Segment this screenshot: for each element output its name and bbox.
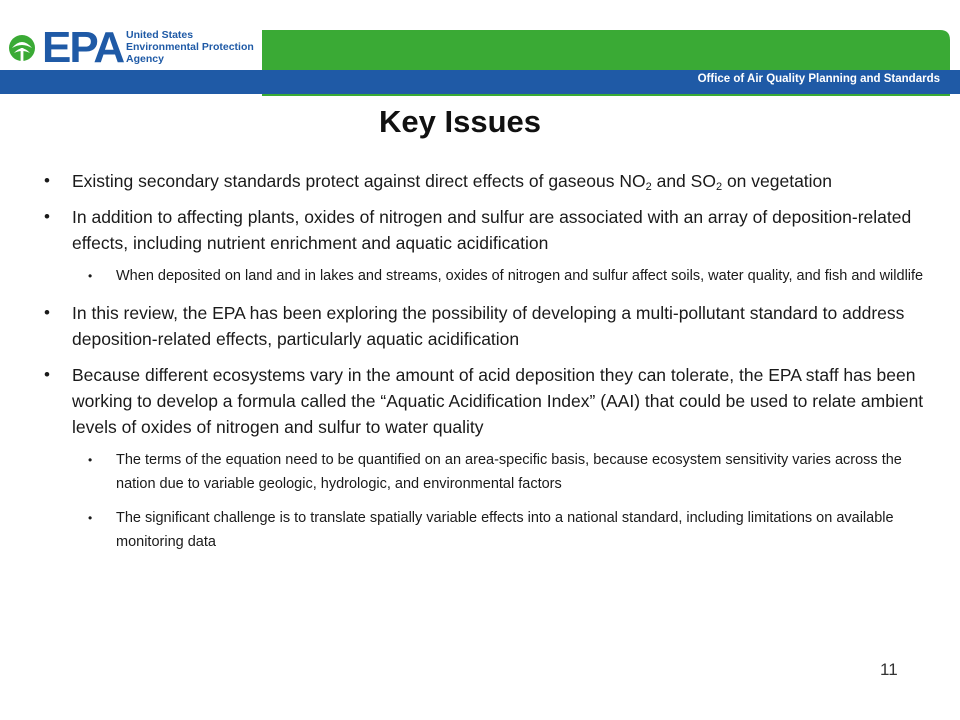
agency-line-3: Agency: [126, 53, 164, 65]
bullet-item: [30, 362, 940, 440]
bullet-text: Existing secondary standards protect against direct effects of gaseous NO: [72, 171, 646, 191]
sub-bullet-text: The terms of the equation need to be quantified on an area-specific basis, because ecosystem sensitivity varies across the nation due to variable geologic, hydrologic, and environmental factors: [116, 452, 902, 492]
subscript: 2: [645, 181, 652, 193]
office-name: Office of Air Quality Planning and Standards: [697, 73, 940, 85]
bullet-icon: •: [44, 171, 50, 190]
subscript: 2: [715, 181, 723, 193]
header-banner: [0, 0, 960, 96]
epa-logo: [8, 23, 258, 72]
bullet-item: [30, 300, 940, 352]
slide-title: Key Issues: [379, 104, 541, 139]
bullet-text: on vegetation: [722, 171, 833, 191]
bullet-list: [30, 168, 940, 566]
bullet-icon: •: [88, 511, 93, 525]
epa-letters: EPA: [42, 23, 124, 72]
bullet-text: Because different ecosystems vary in the amount of acid deposition they can tolerate, the EPA staff has been working to develop a formula called the “Aquatic Acidification Index” (AAI) that could be used to relate ambient levels of oxides of nitrogen and sulfur to water quality: [72, 365, 924, 437]
bullet-text: and SO: [651, 171, 716, 191]
bullet-icon: •: [44, 303, 50, 322]
page-number: 11: [880, 660, 898, 679]
sub-bullet-item: [30, 264, 940, 288]
bullet-text: In this review, the EPA has been exploring the possibility of developing a multi-pollutant standard to address deposition-related effects, particularly aquatic acidification: [72, 303, 905, 349]
bullet-icon: •: [44, 365, 50, 384]
bullet-item: [30, 204, 940, 256]
bullet-icon: •: [88, 453, 93, 467]
bullet-text: In addition to affecting plants, oxides of nitrogen and sulfur are associated with an array of deposition-related effects, including nutrient enrichment and aquatic acidification: [72, 207, 912, 253]
bullet-icon: •: [88, 269, 93, 283]
sub-bullet-item: [30, 506, 940, 554]
agency-line-1: United States: [126, 29, 194, 41]
bullet-item: [30, 168, 940, 194]
sub-bullet-text: The significant challenge is to translate spatially variable effects into a national standard, including limitations on available monitoring data: [116, 510, 894, 550]
sub-bullet-text: When deposited on land and in lakes and streams, oxides of nitrogen and sulfur affect soils, water quality, and fish and wildlife: [116, 268, 924, 284]
sub-bullet-item: [30, 448, 940, 496]
epa-flower-icon: [8, 32, 36, 64]
agency-line-2: Environmental Protection: [126, 41, 254, 53]
agency-name: [126, 29, 254, 65]
bullet-icon: •: [44, 207, 50, 226]
